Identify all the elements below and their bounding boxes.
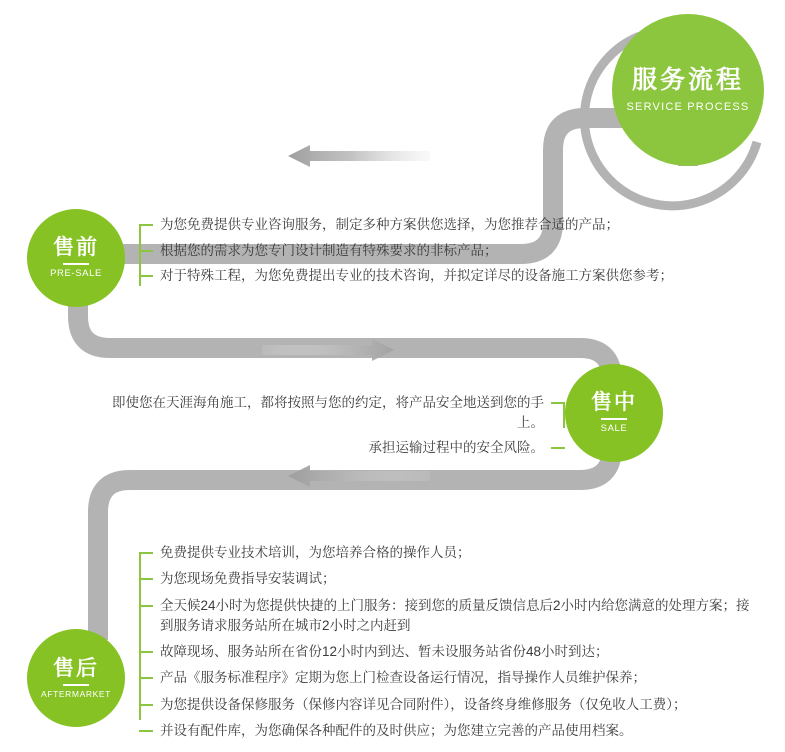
- header-badge: [612, 14, 764, 166]
- dash-marker-icon: [139, 224, 153, 226]
- arrow-left-top: [288, 145, 430, 167]
- dash-marker-icon: [139, 677, 153, 679]
- dash-marker-icon: [551, 402, 565, 404]
- stage-title-en-pre-sale: PRE-SALE: [50, 268, 102, 280]
- list-item-label: 为您免费提供专业咨询服务，制定多种方案供您选择，为您推荐合适的产品；: [160, 217, 619, 232]
- list-item-label: 免费提供专业技术培训，为您培养合格的操作人员；: [160, 545, 471, 560]
- stage-title-en-sale: SALE: [600, 423, 628, 435]
- list-item: [139, 263, 739, 289]
- dash-marker-icon: [139, 250, 153, 252]
- stage-badge-sale: [565, 364, 663, 462]
- stage-badge-aftermarket: [27, 629, 125, 727]
- stage-text-aftermarket: [139, 540, 759, 744]
- list-item-label: 即使您在天涯海角施工，都将按照与您的约定，将产品安全地送到您的手上。: [112, 395, 544, 430]
- header-title-en: SERVICE PROCESS: [626, 100, 750, 113]
- stage-text-sale: [95, 390, 565, 461]
- header-title-cn: 服务流程: [631, 66, 744, 95]
- list-item: [139, 692, 759, 718]
- divider-sale: [601, 418, 627, 420]
- list-item-label: 承担运输过程中的安全风险。: [368, 440, 544, 456]
- list-item: [139, 540, 759, 566]
- list-item: [139, 718, 759, 744]
- list-item-label: 为您现场免费指导安装调试；: [160, 571, 336, 587]
- list-item-label: 产品《服务标准程序》定期为您上门检查设备运行情况，指导操作人员维护保养；: [160, 670, 646, 686]
- list-item: [139, 665, 759, 691]
- list-item-label: 全天候24小时为您提供快捷的上门服务：接到您的质量反馈信息后2小时内给您满意的处理方案；接到服务请求服务站所在城市2小时之内赶到: [160, 597, 750, 633]
- dash-marker-icon: [139, 578, 153, 580]
- list-item: [139, 238, 739, 264]
- list-item: [95, 435, 565, 461]
- list-item-label: 故障现场、服务站所在省份12小时内到达、暂未设服务站省份48小时到达；: [160, 644, 609, 659]
- stage-text-pre-sale: [139, 212, 739, 289]
- list-item: [95, 390, 565, 435]
- list-item-label: 根据您的需求为您专门设计制造有特殊要求的非标产品；: [160, 242, 498, 258]
- list-item-label: 对于特殊工程，为您免费提出专业的技术咨询，并拟定详尽的设备施工方案供您参考；: [160, 268, 673, 284]
- dash-marker-icon: [139, 275, 153, 277]
- dash-marker-icon: [139, 605, 153, 607]
- stage-title-en-aftermarket: AFTERMARKET: [41, 688, 111, 699]
- list-item: [139, 593, 759, 640]
- dash-marker-icon: [139, 704, 153, 706]
- dash-marker-icon: [139, 651, 153, 653]
- list-item: [139, 566, 759, 592]
- stage-title-cn-sale: 售中: [591, 391, 637, 415]
- list-item-label: 并设有配件库，为您确保各种配件的及时供应；为您建立完善的产品使用档案。: [160, 722, 633, 738]
- divider-aftermarket: [63, 684, 89, 686]
- stage-title-cn-pre-sale: 售前: [53, 236, 99, 260]
- stage-title-cn-aftermarket: 售后: [53, 656, 99, 680]
- dash-marker-icon: [139, 730, 153, 732]
- divider-pre-sale: [63, 263, 89, 265]
- stage-badge-pre-sale: [27, 209, 125, 307]
- dash-marker-icon: [139, 552, 153, 554]
- list-item: [139, 639, 759, 665]
- list-item: [139, 212, 739, 238]
- list-item-label: 为您提供设备保修服务（保修内容详见合同附件），设备终身维修服务（仅免收人工费）；: [160, 696, 687, 712]
- dash-marker-icon: [551, 447, 565, 449]
